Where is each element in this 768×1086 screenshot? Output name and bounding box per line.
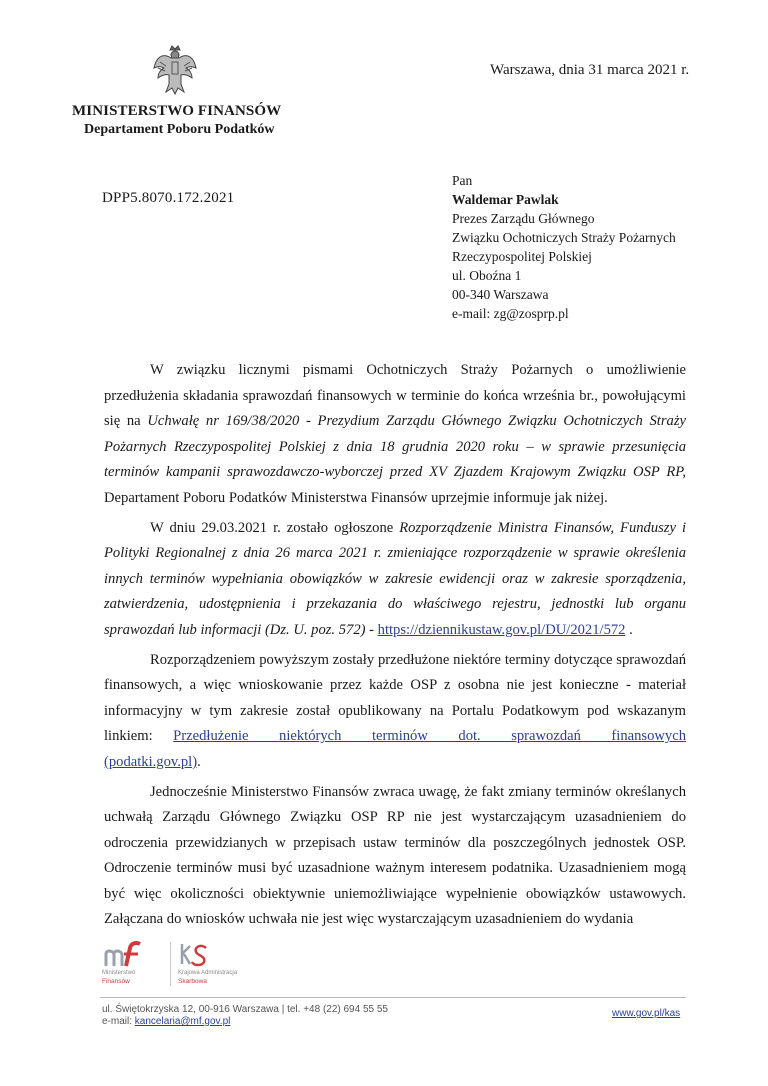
kas-logo-icon [178,940,212,968]
paragraph-4: Jednocześnie Ministerstwo Finansów zwraca uwagę, że fakt zmiany terminów określanych uchwałą Zarządu Głównego Związku OSP RP nie jest wystarczającym uzasadnieniem do odroczenia przewidzianych w przepisach ustaw terminów dla poszczególnych jednostek OSP. Odroczenie terminów musi być uzasadnione ważnym interesem podatnika. Uzasadnieniem mogą być więc okoliczności obiektywnie uniemożliwiające wypełnienie obowiązków ustawowych. Załączana do wniosków uchwała nie jest więc wystarczającym uzasadnieniem do wydania [104,783,686,928]
footer-address: ul. Świętokrzyska 12, 00-916 Warszawa | tel. +48 (22) 694 55 55 [102,1004,388,1015]
footer-website-link[interactable]: www.gov.pl/kas [612,1008,681,1019]
footer-email-link[interactable]: kancelaria@mf.gov.pl [134,1016,231,1027]
footer-email-line: e-mail: kancelaria@mf.gov.pl [102,1016,231,1027]
case-number: DPP5.8070.172.2021 [102,190,235,206]
mf-logo-red-text: Finansów [102,978,130,985]
kas-logo-small-text: Krajowa Administracja [178,970,238,976]
kas-logo-red-text: Skarbowa [178,978,207,985]
kas-logo [178,940,270,988]
department-name: Departament Poboru Podatków [84,122,275,137]
addressee-line: Rzeczypospolitej Polskiej [452,249,592,264]
portal-link[interactable]: Przedłużenie niektórych terminów dot. sprawozdań finansowych (podatki.gov.pl) [104,728,686,770]
logo-divider [170,942,171,986]
addressee-name: Waldemar Pawlak [452,192,559,207]
addressee-block [452,171,676,323]
place-and-date: Warszawa, dnia 31 marca 2021 r. [490,62,690,78]
addressee-salutation: Pan [452,173,473,188]
addressee-email: e-mail: zg@zosprp.pl [452,306,569,321]
polish-eagle-emblem-icon [152,44,198,96]
addressee-line: ul. Oboźna 1 [452,268,522,283]
mf-logo-small-text: Ministerstwo [102,970,136,976]
letter-body [104,358,686,937]
paragraph-3: Rozporządzeniem powyższym zostały przedłużone niektóre terminy dotyczące sprawozdań finansowych, a więc wnioskowanie przez każde OSP z osobna nie jest konieczne - materiał informacyjny w tym zakresie został opublikowany na Portalu Podatkowym pod wskazanym linkiem: Przedłużenie niektórych terminów dot. sprawozdań finansowych (podatki.gov.pl). [104,651,686,770]
addressee-line: Prezes Zarządu Głównego [452,211,595,226]
resolution-citation: Uchwałę nr 169/38/2020 - Prezydium Zarządu Głównego Związku Ochotniczych Straży Pożarnych Rzeczypospolitej Polskiej z dnia 18 grudnia 2020 roku – w sprawie przesunięcia terminów kampanii sprawozdawczo-wyborczej przed XV Zjazdem Krajowym Związku OSP RP, [104,413,686,481]
footer-divider [100,997,686,998]
ministry-name: MINISTERSTWO FINANSÓW [72,103,282,119]
footer-logos [100,940,270,988]
mf-logo [100,940,160,988]
regulation-link[interactable]: https://dziennikustaw.gov.pl/DU/2021/572 [377,621,626,638]
addressee-line: 00-340 Warszawa [452,287,549,302]
mf-logo-icon [102,940,150,968]
paragraph-2: W dniu 29.03.2021 r. zostało ogłoszone Rozporządzenie Ministra Finansów, Funduszy i Polityki Regionalnej z dnia 26 marca 2021 r. zmieniające rozporządzenie w sprawie określenia innych terminów wypełniania obowiązków w zakresie ewidencji oraz w zakresie sporządzenia, zatwierdzenia, udostępnienia i przekazania do właściwego rejestru, jednostki lub organu sprawozdań lub informacji (Dz. U. poz. 572) - https://dziennikustaw.gov.pl/DU/2021/572 . [104,519,687,638]
addressee-line: Związku Ochotniczych Straży Pożarnych [452,230,676,245]
regulation-citation: Rozporządzenie Ministra Finansów, Funduszy i Polityki Regionalnej z dnia 26 marca 2021 r. zmieniające rozporządzenie w sprawie określenia innych terminów wypełniania obowiązków w zakresie ewidencji oraz w zakresie sporządzenia, zatwierdzenia, udostępnienia i przekazania do właściwego rejestru, jednostki lub organu sprawozdań lub informacji (Dz. U. poz. 572) [104,519,687,638]
paragraph-1: W związku licznymi pismami Ochotniczych Straży Pożarnych o umożliwienie przedłużenia składania sprawozdań finansowych w terminie do końca września br., powołującymi się na Uchwałę nr 169/38/2020 - Prezydium Zarządu Głównego Związku Ochotniczych Straży Pożarnych Rzeczypospolitej Polskiej z dnia 18 grudnia 2020 roku – w sprawie przesunięcia terminów kampanii sprawozdawczo-wyborczej przed XV Zjazdem Krajowym Związku OSP RP, Departament Poboru Podatków Ministerstwa Finansów uprzejmie informuje jak niżej. [104,362,686,506]
